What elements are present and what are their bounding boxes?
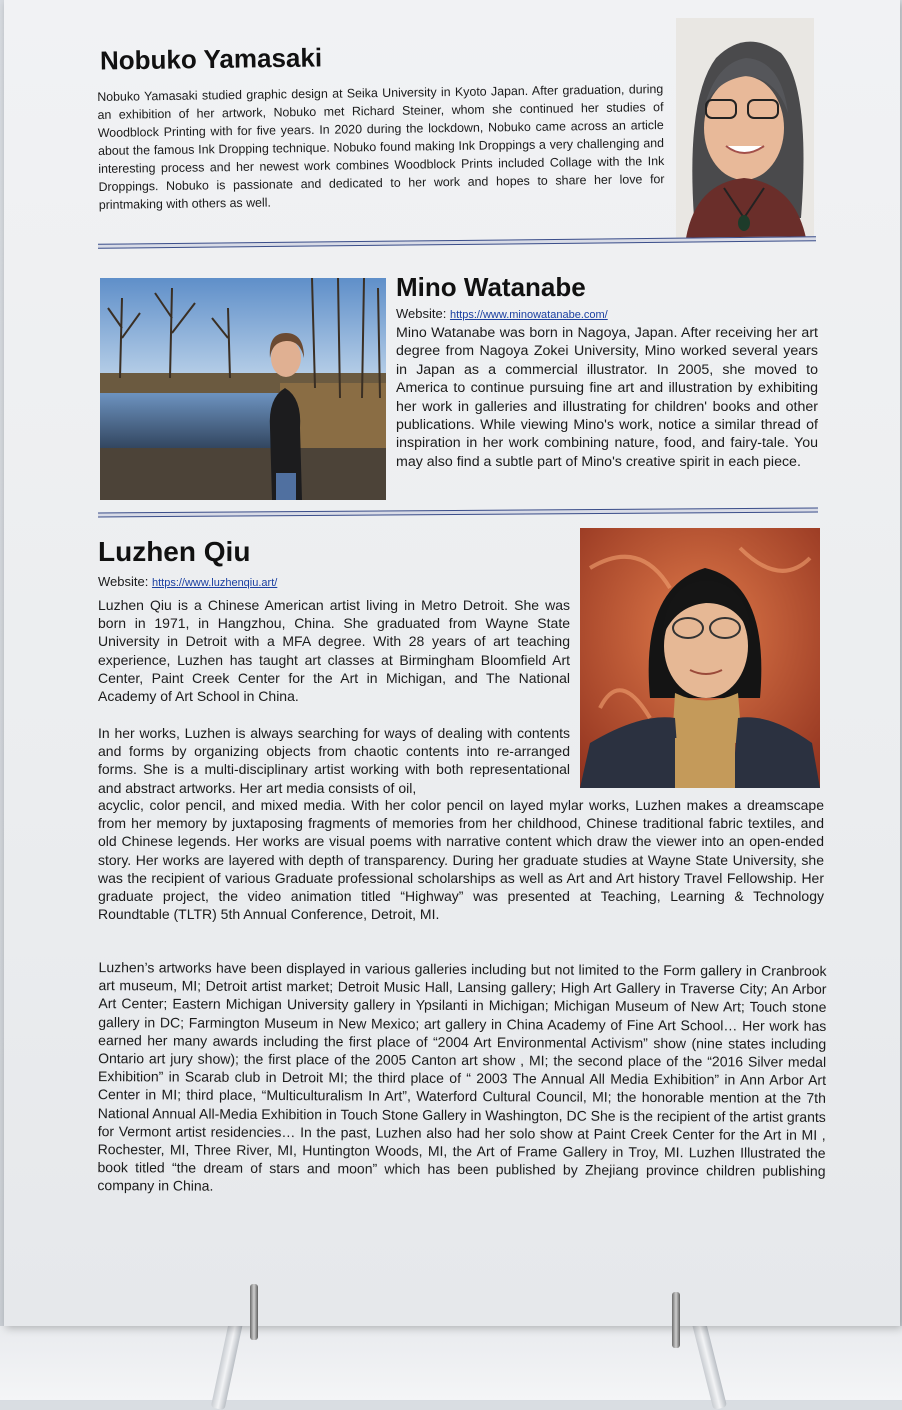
artist-name-luzhen: Luzhen Qiu <box>98 536 251 567</box>
artist-bio-luzhen-p1: Luzhen Qiu is a Chinese American artist living in Metro Detroit. She was born in 1971, in Hangzhou, China. She graduated from Wayne State University in Detroit with a MFA degree. With 28 years of art teaching experience, Luzhen has taught art classes at Birmingham Bloomfield Art Center, Paint Creek Center for the Art in Michigan, and The National Academy of Art School in China. <box>98 597 570 705</box>
easel-peg-right <box>672 1292 680 1348</box>
website-label-mino: Website: <box>396 306 447 321</box>
divider-2 <box>98 507 818 517</box>
website-line-luzhen <box>98 574 277 589</box>
website-link-mino[interactable]: https://www.minowatanabe.com/ <box>449 309 608 321</box>
artist-bio-luzhen-p2b: acyclic, color pencil, and mixed media. With her color pencil on layed mylar works, Luzhen makes a dreamscape from her memory by juxtaposing fragments of memories from her childhood, Chinese traditional fabric textiles, and old Chinese legends. Her works are visual poems with narrative content which draw the viewer into an open-ended story. Her works are layered with depth of transparency. During her graduate studies at Wayne State University, she was the recipient of various Graduate professional scholarships as well as Art and Art history Travel Fellowship. Her graduate project, the video animation titled “Highway” was presented at Teaching, Learning & Technology Roundtable (TLTR) 5th Annual Conference, Detroit, MI. <box>98 797 824 923</box>
portrait-nobuko <box>676 18 814 238</box>
poster-board <box>4 0 900 1326</box>
artist-name-mino: Mino Watanabe <box>396 272 586 302</box>
artist-bio-luzhen-p3: Luzhen’s artworks have been displayed in various galleries including but not limited to the Form gallery in Cranbrook art museum, MI; Detroit artist market; Detroit Music Hall, Lansing gallery; High Art Gallery in Traverse City; An Arbor Art Center; Eastern Michigan University gallery in Ypsilanti in Michigan; Michigan Museum of New Art; Touch stone gallery in DC; Farmington Museum in New Mexico; art gallery in China Academy of Fine Art School… Her work has earned her many awards including the first place of “2004 Art Environmental Activism” show (nine states including Ontario art jury show); the first place of the 2005 Canton art show , MI; the second place of the “2016 Silver medal Exhibition” in Scarab club in Detroit MI; the third place of “ 2003 The Annual All Media Exhibition” in Ann Arbor Art Center in MI; third place, “Multiculturalism In Art”, Waterford Cultural Council, MI; the honorable mention at the 7th National Annual All-Media Exhibition in Touch Stone Gallery in Washington, DC She is the recipient of the artist grants for Vermont artist residencies… In the past, Luzhen also had her solo show at Paint Creek Center for the Art in MI , Rochester, MI, Three River, MI, Huntington Woods, MI, the Art of Frame Gallery in Troy, MI. Luzhen Illustrated the book titled “the dream of stars and moon” which has been published by Zhejiang province children publishing company in China. <box>97 959 827 1195</box>
website-label-luzhen: Website: <box>98 574 149 589</box>
portrait-mino <box>100 278 386 500</box>
divider-1 <box>98 236 816 249</box>
website-link-luzhen[interactable]: https://www.luzhenqiu.art/ <box>151 577 278 589</box>
portrait-luzhen <box>580 528 820 788</box>
artist-bio-nobuko: Nobuko Yamasaki studied graphic design at Seika University in Kyoto Japan. After graduation, during an exhibition of her artwork, Nobuko met Richard Steiner, whom she continued her studies of Woodblock Printing with for five years. In 2020 during the lockdown, Nobuko came across an article about the famous Ink Dropping technique. Nobuko found making Ink Droppings a very challenging and interesting process and her newest work combines Woodblock Prints included Collage with the Ink Droppings. Nobuko is passionate and dedicated to her work and hopes to share her love for printmaking with others as well. <box>97 82 665 212</box>
website-line-mino <box>396 306 608 321</box>
artist-name-nobuko: Nobuko Yamasaki <box>99 42 323 76</box>
floor <box>0 1326 902 1400</box>
artist-bio-mino: Mino Watanabe was born in Nagoya, Japan. After receiving her art degree from Nagoya Zokei University, Mino worked several years in Japan as a commercial illustrator. In 2005, she moved to America to continue pursuing fine art and illustration by exhibiting her work in galleries and illustrating for children' books and other publications. While viewing Mino's work, notice a similar thread of inspiration in her work combining nature, food, and fairy-tale. You may also find a subtle part of Mino's creative spirit in each piece. <box>396 325 818 470</box>
easel-peg-left <box>250 1284 258 1340</box>
artist-bio-luzhen-p2a: In her works, Luzhen is always searching for ways of dealing with contents and forms by organizing objects from chaotic contents into re-arranged forms. She is a multi-disciplinary artist working with both representational and abstract artworks. Her art media consists of oil, <box>98 725 570 796</box>
